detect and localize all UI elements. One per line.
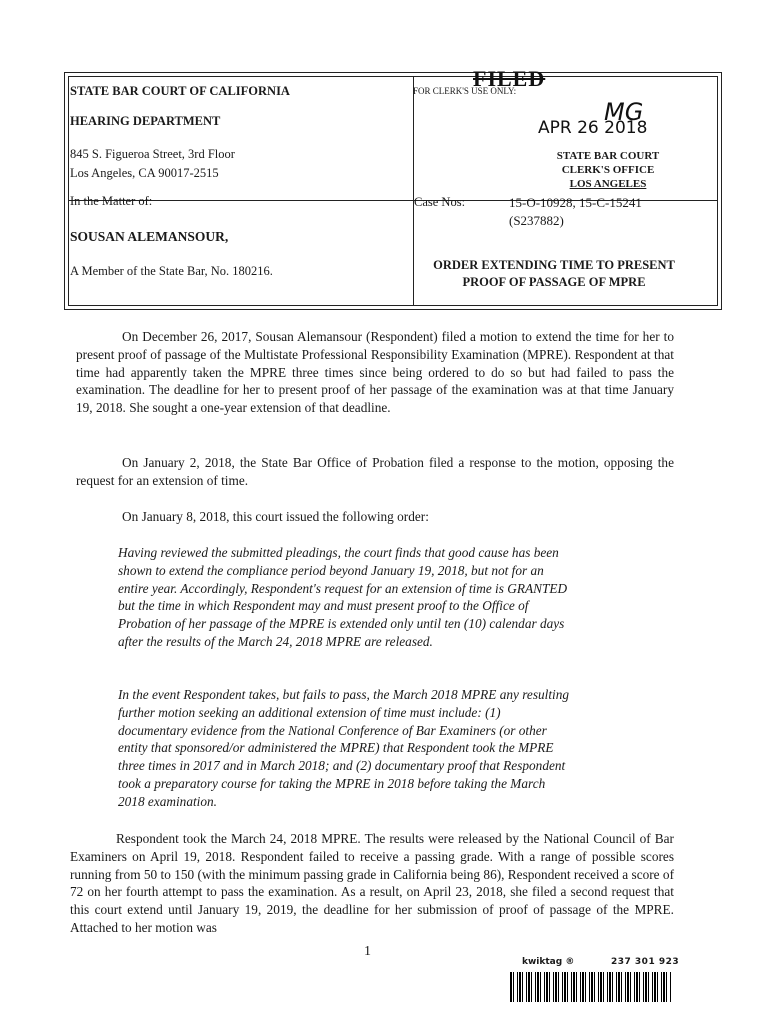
case-numbers: 15-O-10928, 15-C-15241 xyxy=(509,195,642,210)
barcode xyxy=(510,972,672,1002)
address-line-2: Los Angeles, CA 90017-2515 xyxy=(70,166,219,180)
kwiktag-code: 237 301 923 xyxy=(611,957,680,967)
paragraph-3-text: On January 8, 2018, this court issued the following order: xyxy=(122,509,429,524)
quoted-order-1: Having reviewed the submitted pleadings, the court finds that good cause has been shown to extend the compliance period beyond January 19, 2018, but not for an entire year. Accordingly, Respondent's request for an extension of time is GRANTED but the time in which Respondent may and must present proof to the Office of Probation of her passage of the MPRE is extended only until ten (10) calendar days after the results of the March 24, 2018 MPRE are released. xyxy=(118,545,568,649)
paragraph-3 xyxy=(76,508,674,526)
paragraph-2-text: On January 2, 2018, the State Bar Office of Probation filed a response to the motion, opposing the request for an extension of time. xyxy=(76,455,674,488)
respondent-name: SOUSAN ALEMANSOUR, xyxy=(70,229,229,244)
paragraph-1 xyxy=(76,328,674,417)
stamp-office-2: CLERK'S OFFICE xyxy=(561,164,655,176)
stamp-office-3: LOS ANGELES xyxy=(569,178,647,190)
stamp-office-1: STATE BAR COURT xyxy=(556,150,660,162)
case-label: Case Nos: xyxy=(414,195,466,209)
order-title-line-2: PROOF OF PASSAGE OF MPRE xyxy=(462,275,646,289)
clerk-initials: MG xyxy=(604,98,644,126)
address-line-1: 845 S. Figueroa Street, 3rd Floor xyxy=(70,147,235,161)
department: HEARING DEPARTMENT xyxy=(70,114,221,128)
paragraph-4 xyxy=(70,830,674,937)
supreme-court-number: (S237882) xyxy=(509,213,564,228)
matter-label: In the Matter of: xyxy=(70,194,153,208)
member-line: A Member of the State Bar, No. 180216. xyxy=(70,264,273,278)
quoted-order-2: In the event Respondent takes, but fails to pass, the March 2018 MPRE any resulting further motion seeking an additional extension of time must include: (1) documentary evidence from the National Conference of Bar Examiners (or other entity that sponsored/or administered the MPRE) that Respondent took the MPRE three times in 2017 and in March 2018; and (2) documentary proof that Respondent took a preparatory course for taking the MPRE in 2018 before taking the March 2018 examination. xyxy=(118,687,570,809)
court-name: STATE BAR COURT OF CALIFORNIA xyxy=(70,84,290,98)
clerk-label: FOR CLERK'S USE ONLY: xyxy=(413,86,517,96)
paragraph-1-text: On December 26, 2017, Sousan Alemansour (Respondent) filed a motion to extend the time for her to present proof of passage of the Multistate Professional Responsibility Examination (MPRE). Respondent at that time had apparently taken the MPRE three times since being ordered to do so but had failed to pass the examination. The deadline for her to present proof of her passage of the examination was at that time January 19, 2018. She sought a one-year extension of that deadline. xyxy=(76,329,674,416)
order-title-line-1: ORDER EXTENDING TIME TO PRESENT xyxy=(433,258,675,272)
kwiktag-brand: kwiktag ® xyxy=(522,957,575,967)
filed-date-stamp: APR 26 2018 xyxy=(538,118,648,138)
page-number: 1 xyxy=(364,944,371,959)
paragraph-4-text: Respondent took the March 24, 2018 MPRE. The results were released by the National Council of Bar Examiners on April 19, 2018. Respondent failed to receive a passing grade. With a range of possible scores running from 50 to 150 (with the minimum passing grade in California being 86), Respondent received a score of 72 on her fourth attempt to pass the examination. As a result, on April 23, 2018, she filed a second request that this court extend until January 19, 2019, the deadline for her submission of proof of passage of the MPRE. Attached to her motion was xyxy=(70,831,674,935)
filed-stamp: FILED xyxy=(473,66,546,91)
order-title xyxy=(414,257,694,291)
paragraph-2 xyxy=(76,454,674,490)
